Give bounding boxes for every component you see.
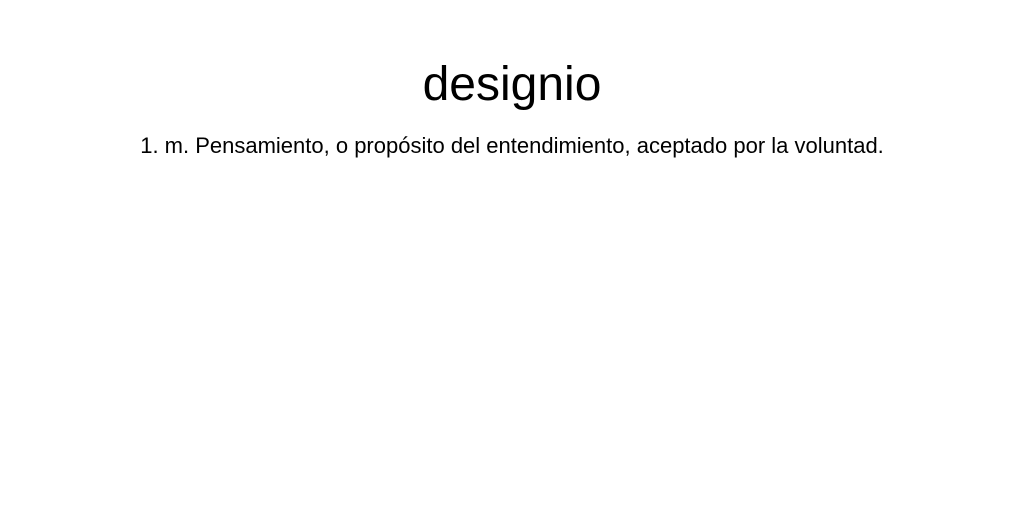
headword: designio [422, 58, 602, 111]
definition: 1. m. Pensamiento, o propósito del entendimiento, aceptado por la voluntad. [140, 133, 884, 158]
